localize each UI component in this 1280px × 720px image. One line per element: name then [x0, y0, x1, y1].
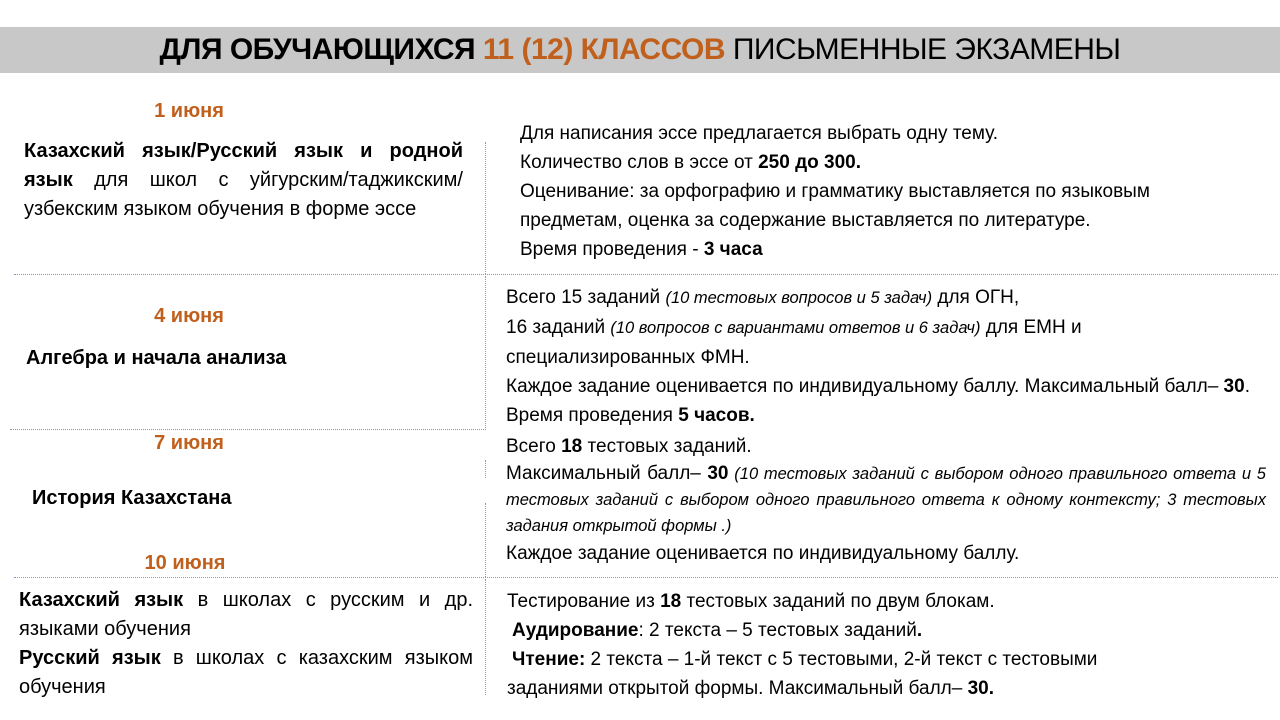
subject-4-kazakh-rest: в школах с русским и др. языками обучения: [19, 589, 474, 640]
desc-2-l3d: 5 часов.: [678, 405, 755, 426]
desc-1-words-range: 250 до 300.: [758, 152, 861, 173]
divider-vertical-2: [485, 276, 486, 430]
desc-2-l3b: 30: [1223, 376, 1245, 397]
desc-3-l1c: тестовых заданий.: [582, 436, 752, 457]
title-part-3: ПИСЬМЕННЫЕ ЭКЗАМЕНЫ: [725, 33, 1121, 66]
desc-4-l2c: .: [916, 620, 923, 641]
subject-4-kazakh-bold: Казахский язык: [19, 589, 184, 611]
desc-4-l2b: : 2 текста – 5 тестовых заданий: [638, 620, 917, 641]
desc-4-l3c: 30.: [967, 678, 995, 699]
desc-2-line-1: [506, 283, 1264, 313]
divider-vertical-4: [485, 579, 486, 695]
subject-1-rest: для школ с уйгурским/таджикским/узбекским языком обучения в форме эссе: [24, 169, 463, 220]
divider-horizontal-1: [14, 274, 1278, 275]
divider-horizontal-2: [10, 429, 486, 430]
divider-vertical-3a: [485, 460, 486, 478]
desc-4-l1b: 18: [660, 591, 682, 612]
desc-3-l1a: Всего: [506, 436, 562, 457]
desc-4-l2a: Аудирование: [512, 620, 639, 641]
subject-4-russian-bold: Русский язык: [19, 647, 161, 669]
desc-2-l1a: Всего 15 заданий: [506, 287, 666, 308]
desc-2-l1b: (10 тестовых вопросов и 5 задач): [665, 289, 933, 307]
desc-1-time-value: 3 часа: [703, 239, 763, 260]
exam-description-2: [506, 283, 1264, 430]
subject-4-russian: [19, 644, 473, 702]
desc-1-words-label: Количество слов в эссе от: [520, 152, 759, 173]
exam-date-2: 4 июня: [154, 305, 224, 327]
desc-4-l3a: Чтение:: [512, 649, 586, 670]
desc-3-l2a: Максимальный балл–: [506, 463, 708, 484]
desc-4-line-3: [507, 645, 1157, 703]
subject-4-kazakh: [19, 586, 473, 644]
desc-4-l1c: тестовых заданий по двум блокам.: [681, 591, 995, 612]
desc-2-l2c: для ЕМН и специализированных ФМН.: [506, 317, 1082, 368]
divider-horizontal-3: [14, 577, 1278, 578]
title-part-2: 11 (12) КЛАССОВ: [482, 33, 726, 66]
desc-2-line-3: [506, 372, 1264, 430]
exam-subject-2: Алгебра и начала анализа: [26, 347, 287, 369]
exam-subject-4: [19, 586, 473, 702]
exam-subject-3: История Казахстана: [32, 487, 232, 509]
exam-date-1: 1 июня: [154, 100, 224, 122]
desc-1-line-4: [520, 235, 1220, 264]
desc-2-l3a: Каждое задание оценивается по индивидуальному баллу. Максимальный балл–: [506, 376, 1224, 397]
desc-2-l3c: . Время проведения: [506, 376, 1250, 426]
subject-4-russian-rest: в школах с казахским языком обучения: [19, 647, 473, 698]
subject-1-bold: Казахский язык/Русский язык и родной язык: [24, 140, 463, 191]
divider-vertical-1: [485, 142, 486, 274]
exam-date-4: 10 июня: [144, 552, 226, 574]
desc-4-l3b: 2 текста – 1-й текст с 5 тестовыми, 2-й текст с тестовыми заданиями открытой формы. Максимальный балл–: [507, 649, 1098, 699]
desc-3-line-1: [506, 432, 1266, 461]
title-part-1: ДЛЯ ОБУЧАЮЩИХСЯ: [159, 33, 483, 66]
exam-subject-1: [24, 137, 463, 224]
exam-description-3: [506, 432, 1266, 568]
desc-1-time-label: Время проведения -: [520, 239, 704, 260]
header-banner: [0, 27, 1280, 73]
desc-3-line-2: [506, 461, 1266, 539]
desc-1-line-1: Для написания эссе предлагается выбрать одну тему.: [520, 123, 999, 144]
desc-2-l2b: (10 вопросов с вариантами ответов и 6 задач): [610, 319, 981, 337]
desc-3-l1b: 18: [561, 436, 583, 457]
exam-description-1: [520, 119, 1220, 264]
desc-2-l1c: для ОГН,: [932, 287, 1020, 308]
desc-4-line-2: [507, 616, 1167, 645]
desc-3-l2c: (10 тестовых заданий с выбором одного правильного ответа и 5 тестовых заданий с выбором одного правильного ответа к одному контексту; 3 тестовых задания открытой формы .): [506, 465, 1266, 535]
divider-vertical-3b: [485, 503, 486, 577]
desc-3-line-3: Каждое задание оценивается по индивидуальному баллу.: [506, 543, 1020, 564]
desc-2-l2a: 16 заданий: [506, 317, 611, 338]
desc-4-l1a: Тестирование из: [507, 591, 661, 612]
exam-description-4: [507, 587, 1167, 703]
desc-3-l2b: 30: [707, 463, 729, 484]
exam-date-3: 7 июня: [154, 432, 224, 454]
page-title: [160, 33, 1121, 67]
desc-1-line-3: Оценивание: за орфографию и грамматику выставляется по языковым предметам, оценка за содержание выставляется по литературе.: [520, 181, 1150, 231]
desc-2-line-2: [506, 313, 1264, 372]
desc-4-line-1: [507, 587, 1167, 616]
desc-1-line-2: [520, 148, 1220, 177]
